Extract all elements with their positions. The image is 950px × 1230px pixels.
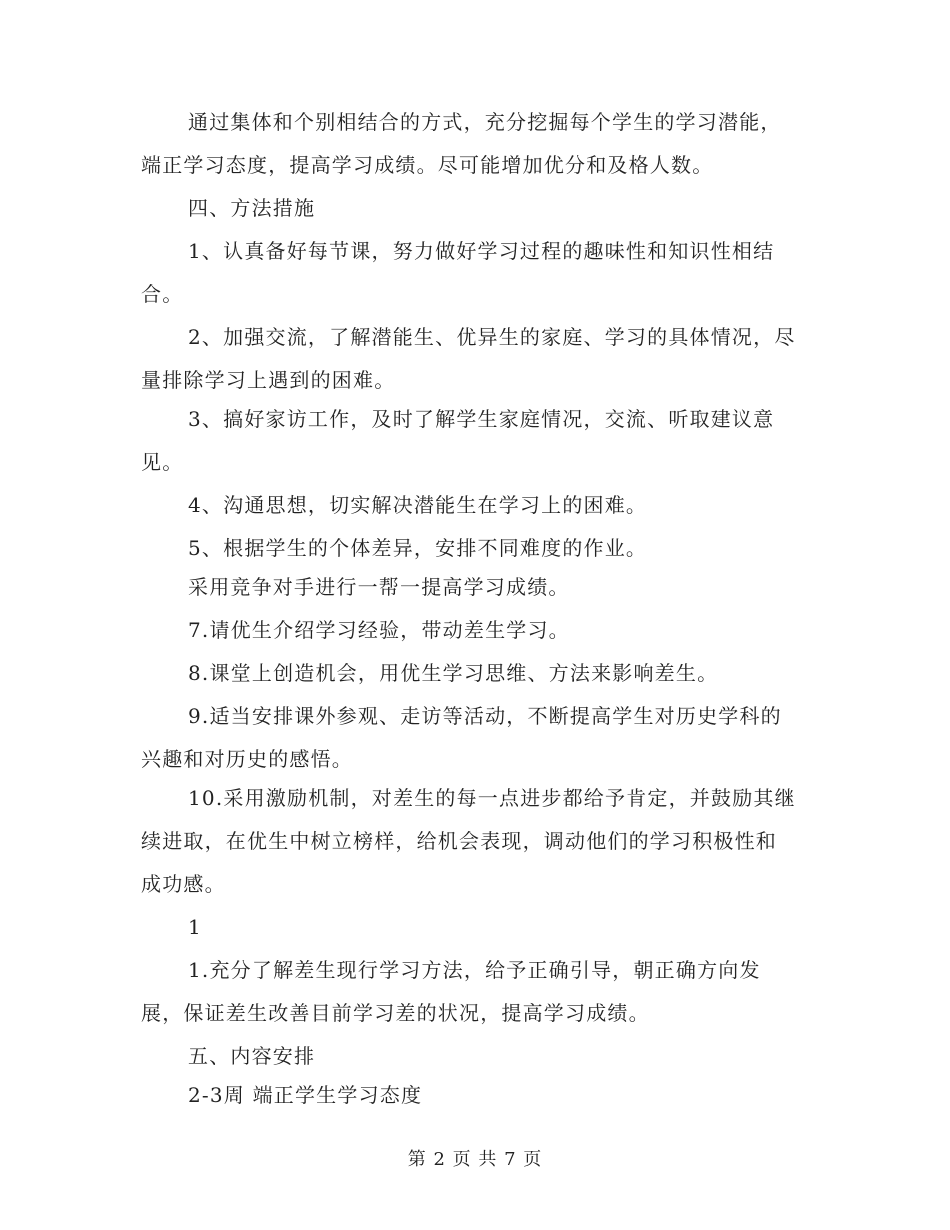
list-item: 3、搞好家访工作，及时了解学生家庭情况，交流、听取建议意	[188, 407, 775, 431]
list-item: 1.充分了解差生现行学习方法，给予正确引导，朝正确方向发	[188, 958, 761, 982]
list-item: 7.请优生介绍学习经验，带动差生学习。	[188, 618, 570, 642]
paragraph-line: 通过集体和个别相结合的方式，充分挖掘每个学生的学习潜能，	[188, 110, 782, 134]
list-item: 4、沟通思想，切实解决潜能生在学习上的困难。	[188, 493, 648, 517]
list-item: 采用竞争对手进行一帮一提高学习成绩。	[188, 575, 570, 599]
list-item-continuation: 量排除学习上遇到的困难。	[141, 368, 396, 392]
list-item-continuation: 兴趣和对历史的感悟。	[141, 747, 353, 771]
list-item-continuation: 合。	[141, 282, 184, 306]
section-heading: 四、方法措施	[188, 196, 316, 220]
stray-number: 1	[188, 915, 202, 939]
list-item: 2、加强交流，了解潜能生、优异生的家庭、学习的具体情况，尽	[188, 325, 796, 349]
list-item: 5、根据学生的个体差异，安排不同难度的作业。	[188, 536, 648, 560]
list-item-continuation: 见。	[141, 450, 184, 474]
list-item-continuation: 续进取，在优生中树立榜样，给机会表现，调动他们的学习积极性和	[141, 829, 777, 853]
list-item-continuation: 成功感。	[141, 872, 226, 896]
list-item: 1、认真备好每节课，努力做好学习过程的趣味性和知识性相结	[188, 239, 775, 263]
list-item-continuation: 展，保证差生改善目前学习差的状况，提高学习成绩。	[141, 1001, 650, 1025]
page-number-footer: 第 2 页 共 7 页	[407, 1149, 543, 1170]
section-heading: 五、内容安排	[188, 1044, 316, 1068]
schedule-item: 2-3周 端正学生学习态度	[188, 1083, 423, 1107]
list-item: 8.课堂上创造机会，用优生学习思维、方法来影响差生。	[188, 661, 719, 685]
paragraph-line: 端正学习态度，提高学习成绩。尽可能增加优分和及格人数。	[141, 153, 714, 177]
list-item: 9.适当安排课外参观、走访等活动，不断提高学生对历史学科的	[188, 704, 782, 728]
list-item: 10.采用激励机制，对差生的每一点进步都给予肯定，并鼓励其继	[188, 786, 796, 810]
